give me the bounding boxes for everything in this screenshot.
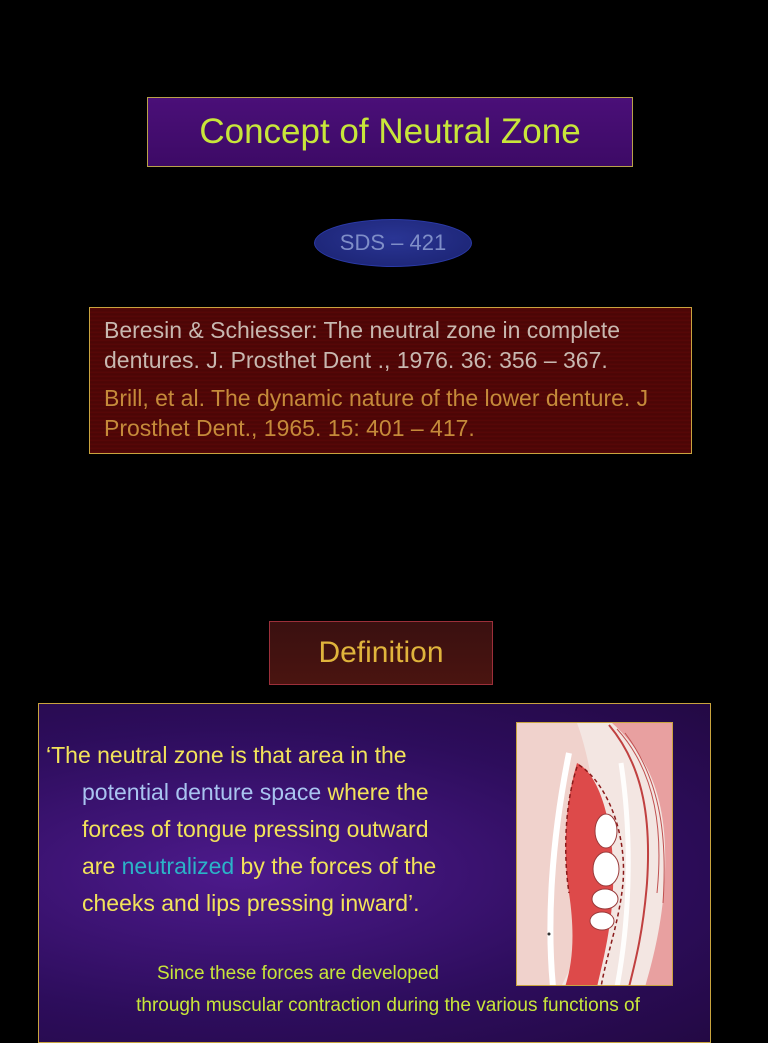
anatomy-diagram-icon <box>517 723 673 986</box>
definition-line-4-rest: by the forces of the <box>234 853 437 879</box>
definition-line-4 <box>46 848 506 885</box>
since-line-1: Since these forces are developed <box>156 963 439 984</box>
definition-line-1: ‘The neutral zone is that area in the <box>46 742 407 768</box>
neutral-zone-illustration <box>516 722 673 986</box>
course-code-badge <box>314 219 472 267</box>
reference-2: Brill, et al. The dynamic nature of the lower denture. J Prosthet Dent., 1965. 15: 401 – 417. <box>104 385 649 441</box>
highlight-neutralized: neutralized <box>121 853 235 879</box>
title-box <box>147 97 633 167</box>
highlight-potential-denture-space: potential denture space <box>82 779 322 805</box>
course-code: SDS – 421 <box>339 230 447 255</box>
definition-line-2 <box>46 774 506 811</box>
definition-heading-box <box>269 621 493 685</box>
reference-1: Beresin & Schiesser: The neutral zone in complete dentures. J. Prosthet Dent ., 1976. 36: 356 – 367. <box>104 317 621 373</box>
definition-line-2-rest: where the <box>321 779 429 805</box>
definition-heading: Definition <box>318 636 444 669</box>
since-line-2: through muscular contraction during the various functions of <box>136 995 640 1016</box>
definition-line-5: cheeks and lips pressing inward’. <box>82 890 420 916</box>
definition-line-3: forces of tongue pressing outward <box>82 816 429 842</box>
slide-title: Concept of Neutral Zone <box>199 112 581 151</box>
references-box <box>89 307 692 454</box>
definition-text <box>46 737 506 922</box>
definition-line-4-pre: are <box>82 853 122 879</box>
